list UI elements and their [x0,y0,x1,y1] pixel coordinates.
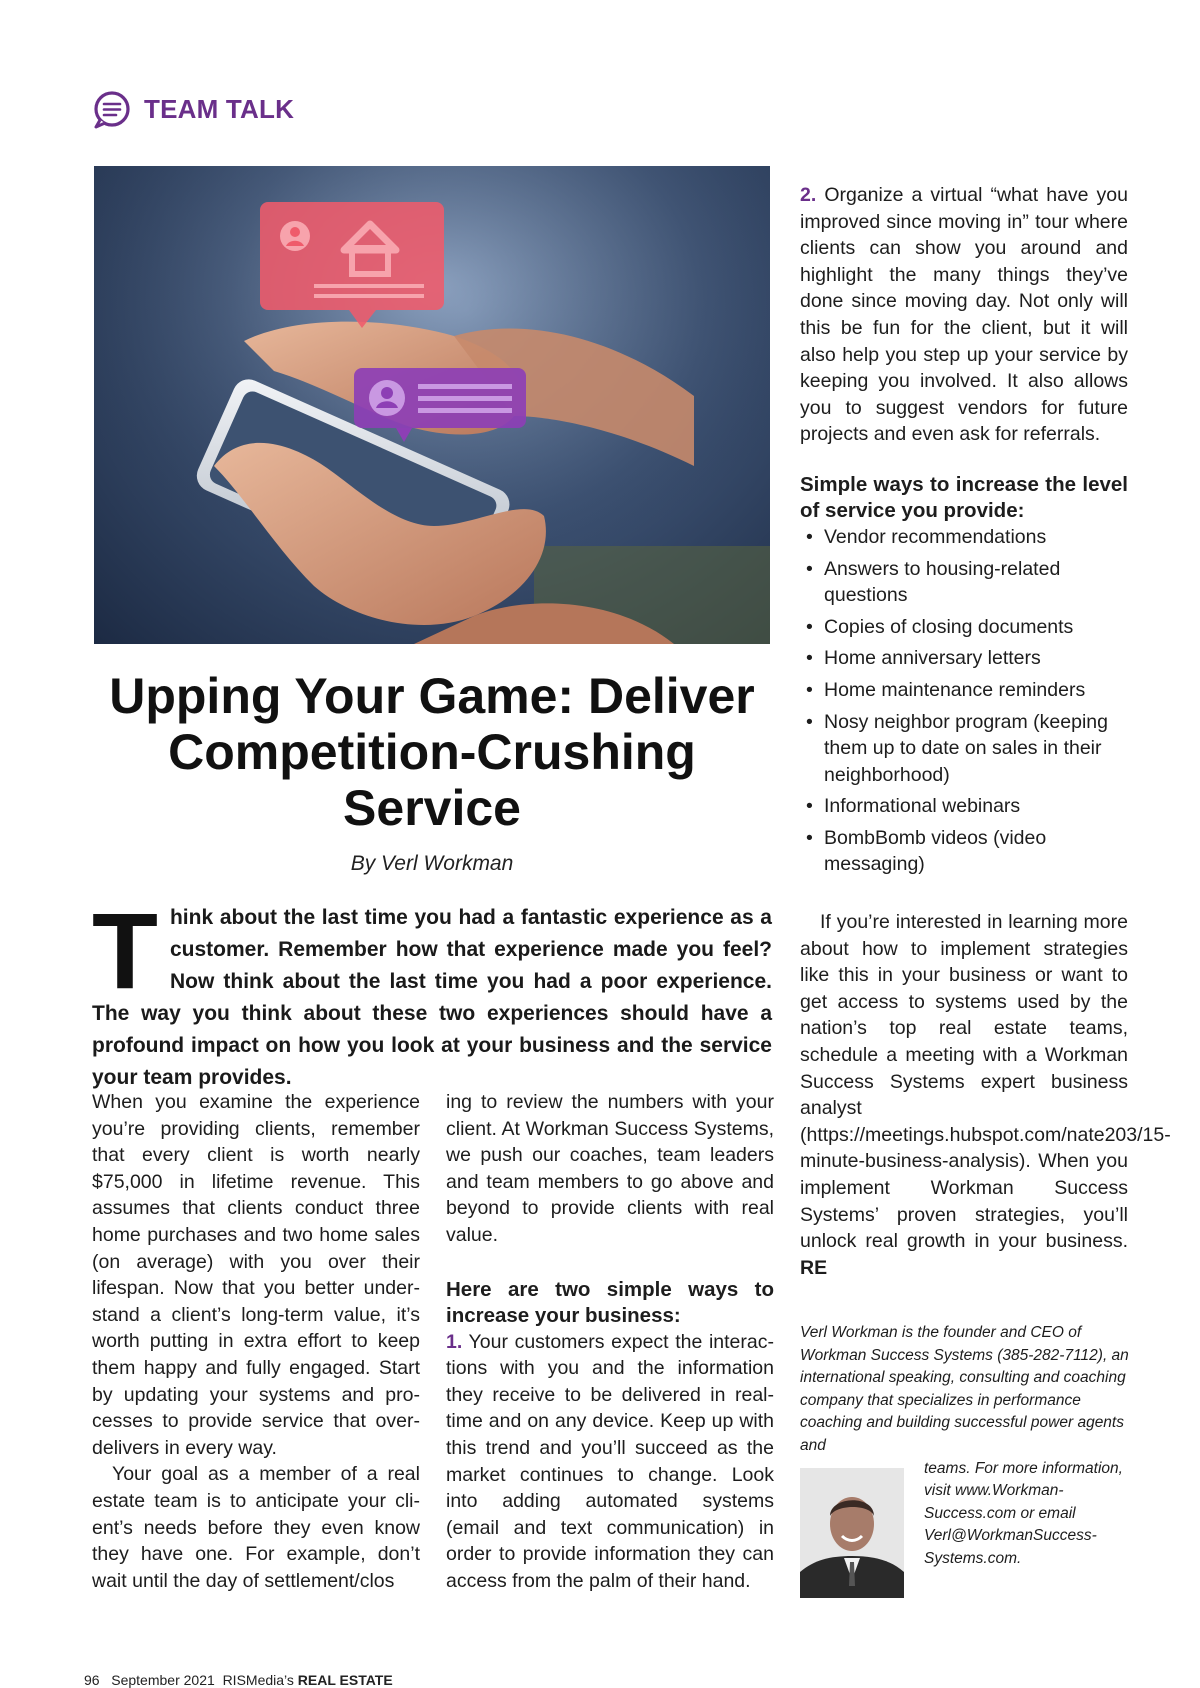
list-item: • Home maintenance reminders [800,677,1128,704]
body-column-3 [800,182,1171,1281]
section-header [92,86,294,132]
bio-text: Verl Workman is the founder and CEO of Workman Success Systems (385-282-7112), an international speaking, consulting and coaching company that specializes in performance coaching and building successful power agents and [800,1324,1129,1454]
point-2 [800,182,1128,448]
author-headshot [800,1468,904,1598]
bullet-icon: • [806,710,813,733]
bio-text-continued: teams. For more information, visit www.WorkmanSuccess.com or email Verl@WorkmanSuccessSystems.com. [924,1459,1123,1567]
service-list [800,524,1128,878]
body-paragraph: Your goal as a member of a real estate team is to anticipate your client’s needs before they even know they have one. For example, don’t wait until the day of settlement/clos [92,1463,420,1592]
article-title: Upping Your Game: Deliver Competition-Crushing Service [109,668,755,836]
body-column-1 [92,1089,420,1594]
brand-name: RISMedia’s [222,1672,294,1688]
bullet-icon: • [806,647,813,670]
list-item: • Informational webinars [800,793,1128,820]
chat-bubble-icon [92,89,132,129]
lede-paragraph [92,890,772,1094]
subhead-service-ways: Simple ways to increase the level of service you provide: [800,472,1128,522]
list-item: • Nosy neighbor program (keeping them up to date on sales in their neighborhood) [806,710,1108,786]
issue-date: September 2021 [111,1672,215,1688]
publication-name: REAL ESTATE [297,1672,393,1688]
bullet-icon: • [806,615,813,638]
section-label: TEAM TALK [144,93,295,124]
author-bio [800,1322,1130,1598]
point-text: Organize a virtual “what have you improved since moving in” tour where clients can show you around and highlight the many things they’ve done since moving day. Not only will this be fun for the client, but it will also help you step up your service by keeping you involved. It also allows you to suggest vendors for future projects and even ask for referrals. [800,184,1128,446]
bullet-icon: • [806,826,813,849]
byline: By Verl Workman [350,852,514,875]
list-item: • Home anniversary letters [800,645,1128,672]
bullet-icon: • [806,525,813,548]
hero-image [94,166,770,644]
list-item: • Vendor recommendations [800,524,1128,551]
page-footer [84,1672,393,1688]
point-text: Your customers expect the interactions with you and the information they receive to be delivered in real-time and on any device. Keep up with this trend and you’ll succeed as the market continues to change. Look into adding automated systems (email and text communication) in order to provide information they can access from the palm of their hand. [446,1330,774,1592]
list-item: • Answers to housing-related questions [806,557,1061,607]
body-paragraph: When you examine the experience you’re providing clients, remember that every client is worth nearly $75,000 in lifetime revenue. This assumes that clients conduct three home purchases and two home sales (on average) with you over their lifespan. Now that you better understand a client’s long-term value, it’s worth putting in extra effort to keep them happy and fully engaged. Start by updating your systems and processes to provide service that overdelivers in every way. [92,1091,420,1459]
point-number: 1. [446,1330,463,1353]
subhead-two-ways: Here are two simple ways to increase your business: [446,1277,774,1327]
list-item: • Copies of closing documents [800,614,1128,641]
page-number: 96 [84,1672,100,1688]
list-item: • BombBomb videos (video messaging) [806,826,1047,876]
point-1 [446,1329,774,1595]
bullet-icon: • [806,795,813,818]
drop-cap: T [92,890,158,1011]
lede-text: hink about the last time you had a fantastic experience as a customer. Remember how that experience made you feel? Now think about the last time you had a poor experience. The way you think about these two experiences should have a profound impact on how you look at your business and the service your team provides. [92,906,772,1089]
body-column-2 [446,1089,774,1595]
closing-paragraph: If you’re interested in learning more about how to implement strategies like this in your business or want to get access to systems used by the nation’s top real estate teams, schedule a meeting with a Workman Success Systems expert business analyst (https://meetings.hubspot.com/nate203/15-minute-business-analysis). When you implement Workman Success Systems’ proven strategies, you’ll unlock real growth in your business. RE [800,911,1171,1279]
point-number: 2. [800,184,817,206]
end-mark: RE [800,1256,828,1279]
body-paragraph: ing to review the numbers with your client. At Workman Success Systems, we push our coaches, team leaders and team members to go above and beyond to provide clients with real value. [446,1091,774,1246]
bullet-icon: • [806,557,813,580]
bullet-icon: • [806,678,813,701]
